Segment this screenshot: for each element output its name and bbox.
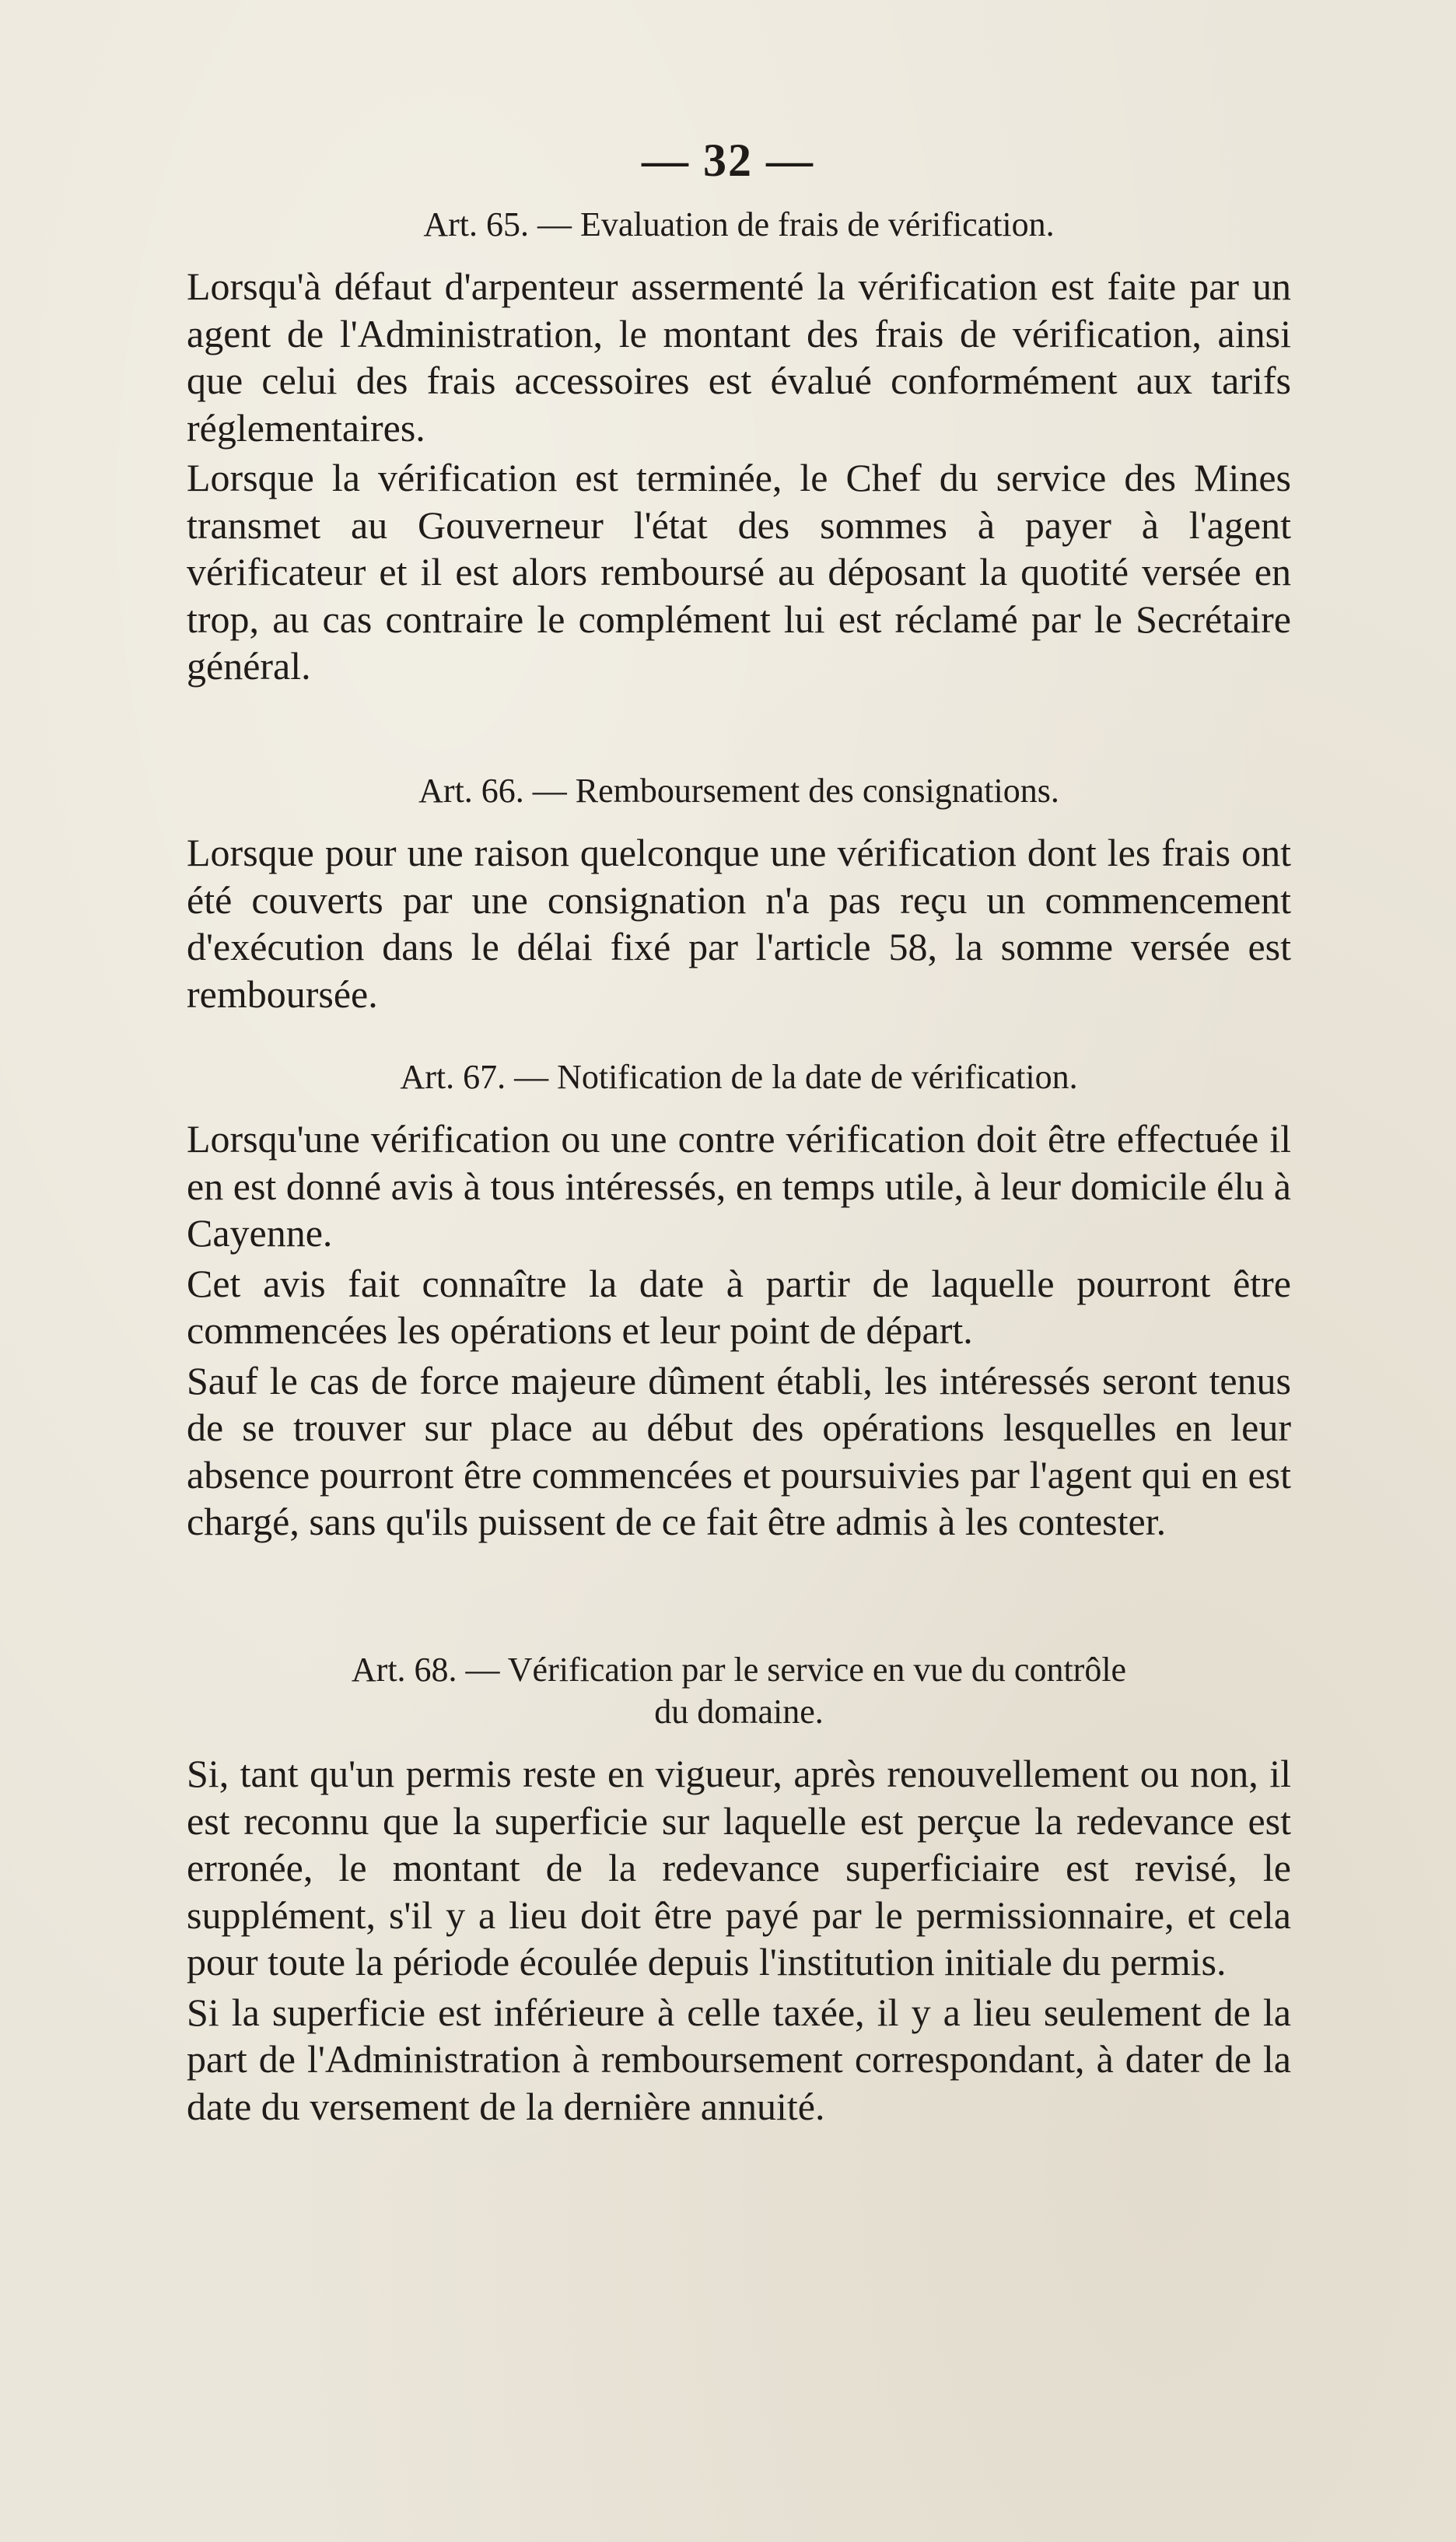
article-66-title: Art. 66. — Remboursement des consignations. xyxy=(418,772,1059,810)
article-65-title: Art. 65. — Evaluation de frais de vérification. xyxy=(423,205,1055,243)
article-68-title-line-1: Art. 68. — Vérification par le service en vue du contrôle xyxy=(351,1651,1127,1689)
article-67-paragraph-3: Sauf le cas de force majeure dûment établi, les intéressés seront tenus de se trouver sur place au début des opérations lesquelles en leur absence pourront être commencées et poursuivies par l'agent qui en est chargé, sans qu'ils puissent de ce fait être admis à les contester. xyxy=(187,1358,1291,1543)
article-68 xyxy=(187,1649,1291,2130)
article-68-paragraph-2: Si la superficie est inférieure à celle taxée, il y a lieu seulement de la part de l'Administration à remboursement correspondant, à dater de la date du versement de la dernière annuité. xyxy=(187,1990,1291,2128)
article-65 xyxy=(187,204,1291,690)
article-67 xyxy=(187,1056,1291,1546)
article-65-paragraph-2: Lorsque la vérification est terminée, le Chef du service des Mines transmet au Gouverneur l'état des sommes à payer à l'agent vérificateur et il est alors remboursé au déposant la quotité versée en trop, au cas contraire le complément lui est réclamé par le Secrétaire général. xyxy=(187,456,1291,688)
article-67-paragraph-1: Lorsqu'une vérification ou une contre vérification doit être effectuée il en est donné avis à tous intéressés, en temps utile, à leur domicile élu à Cayenne. xyxy=(187,1117,1291,1255)
article-66 xyxy=(187,770,1291,1017)
article-67-paragraph-2: Cet avis fait connaître la date à partir de laquelle pourront être commencées les opérations et leur point de départ. xyxy=(187,1261,1291,1352)
page-number: — 32 — xyxy=(642,135,814,186)
article-67-title: Art. 67. — Notification de la date de vérification. xyxy=(400,1058,1078,1096)
article-65-paragraph-1: Lorsqu'à défaut d'arpenteur assermenté la vérification est faite par un agent de l'Administration, le montant des frais de vérification, ainsi que celui des frais accessoires est évalué conformément aux tarifs réglementaires. xyxy=(187,264,1291,450)
article-66-paragraph-1: Lorsque pour une raison quelconque une vérification dont les frais ont été couverts par une consignation n'a pas reçu un commencement d'exécution dans le délai fixé par l'article 58, la somme versée est remboursée. xyxy=(187,831,1291,1016)
article-68-paragraph-1: Si, tant qu'un permis reste en vigueur, après renouvellement ou non, il est reconnu que la superficie sur laquelle est perçue la redevance est erronée, le montant de la redevance superficiaire est revisé, le supplément, s'il y a lieu doit être payé par le permissionnaire, et cela pour toute la période écoulée depuis l'institution initiale du permis. xyxy=(187,1752,1291,1984)
article-68-title-line-2: du domaine. xyxy=(654,1693,824,1731)
